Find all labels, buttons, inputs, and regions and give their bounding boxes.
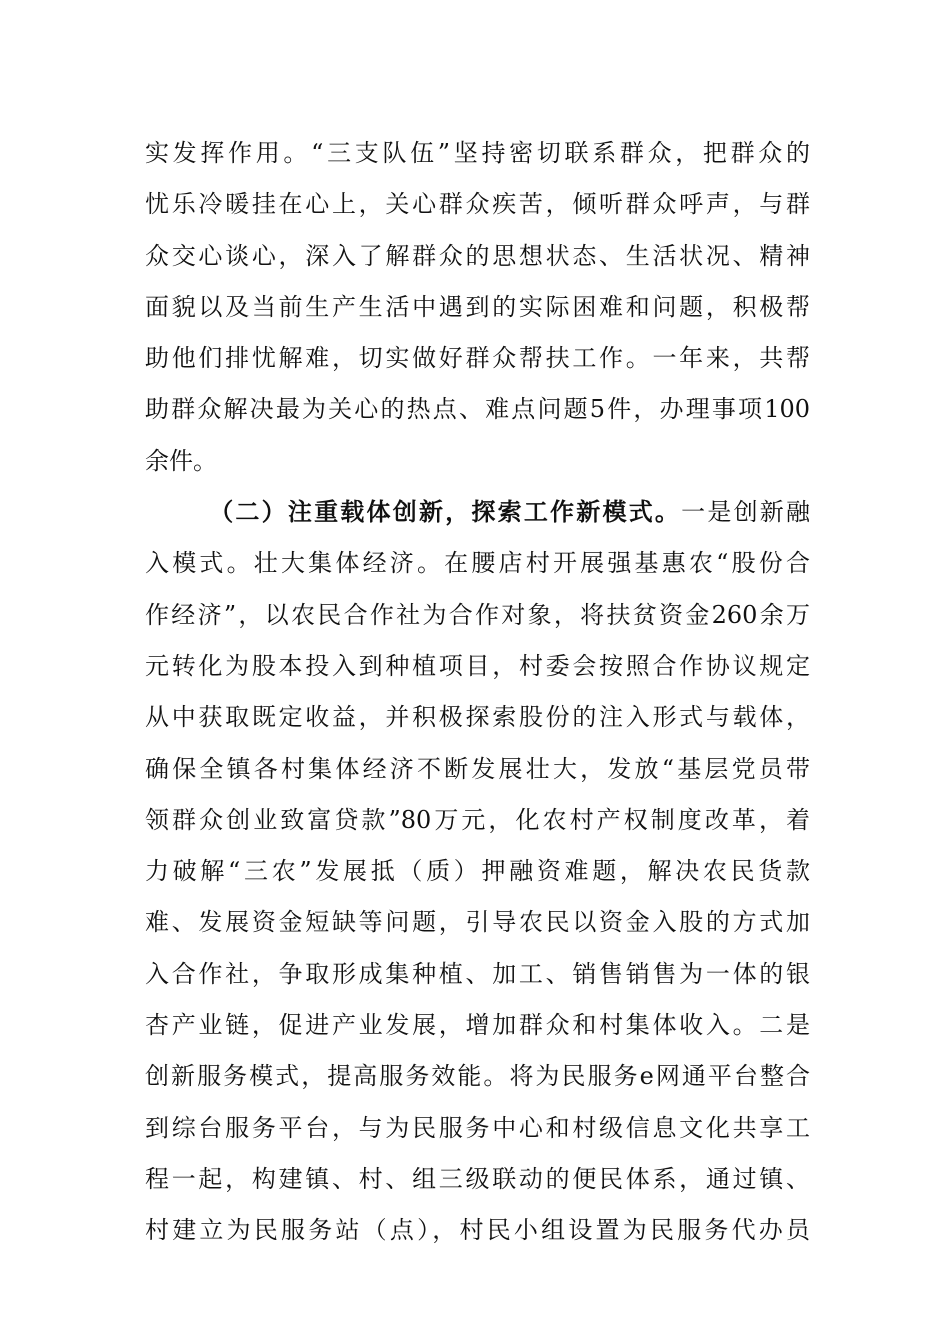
paragraph-2-line-12: 创新服务模式，提高服务效能。将为民服务e网通平台整合 bbox=[145, 1062, 810, 1091]
paragraph-1-line-3: 众交心谈心，深入了解群众的思想状态、生活状况、精神 bbox=[145, 241, 810, 270]
paragraph-1-line-2: 忧乐冷暖挂在心上，关心群众疾苦，倾听群众呼声，与群 bbox=[145, 190, 810, 219]
paragraph-1-line-1: 实发挥作用。“三支队伍”坚持密切联系群众，把群众的 bbox=[145, 139, 810, 167]
paragraph-1-line-4: 面貌以及当前生产生活中遇到的实际困难和问题，积极帮 bbox=[145, 292, 810, 321]
paragraph-2-line-13: 到综台服务平台，与为民服务中心和村级信息文化共享工 bbox=[145, 1113, 810, 1142]
paragraph-2-line-7: 领群众创业致富贷款”80万元，化农村产权制度改革，着 bbox=[145, 805, 810, 834]
paragraph-2-line-5: 从中获取既定收益，并积极探索股份的注入形式与载体， bbox=[145, 703, 810, 732]
paragraph-2-line-14: 程一起，构建镇、村、组三级联动的便民体系，通过镇、 bbox=[145, 1164, 810, 1193]
paragraph-2-line-10: 入合作社，争取形成集种植、加工、销售销售为一体的银 bbox=[145, 959, 810, 988]
paragraph-1-line-6: 助群众解决最为关心的热点、难点问题5件，办理事项100 bbox=[145, 395, 810, 424]
section-heading: （二）注重载体创新，探索工作新模式。 bbox=[207, 497, 682, 527]
paragraph-2-line-2: 入模式。壮大集体经济。在腰店村开展强基惠农“股份合 bbox=[145, 549, 810, 578]
paragraph-2-first-line bbox=[145, 490, 810, 541]
paragraph-2-line-9: 难、发展资金短缺等问题，引导农民以资金入股的方式加 bbox=[145, 908, 810, 937]
paragraph-2-line-11: 杏产业链，促进产业发展，增加群众和村集体收入。二是 bbox=[145, 1011, 810, 1040]
paragraph-1-line-7: 余件。 bbox=[145, 446, 217, 475]
paragraph-2-line-4: 元转化为股本投入到种植项目，村委会按照合作协议规定 bbox=[145, 651, 810, 680]
paragraph-2-line-3: 作经济”，以农民合作社为合作对象，将扶贫资金260余万 bbox=[145, 600, 810, 629]
paragraph-2-line-15: 村建立为民服务站（点），村民小组设置为民服务代办员 bbox=[145, 1216, 810, 1245]
paragraph-1-line-5: 助他们排忧解难，切实做好群众帮扶工作。一年来，共帮 bbox=[145, 344, 810, 373]
paragraph-2-line-6: 确保全镇各村集体经济不断发展壮大，发放“基层党员带 bbox=[145, 754, 810, 783]
document-body bbox=[145, 131, 810, 1260]
paragraph-2-line-8: 力破解“三农”发展抵（质）押融资难题，解决农民货款 bbox=[145, 857, 810, 886]
paragraph-2-first-line-text: 一是创新融 bbox=[681, 498, 811, 527]
